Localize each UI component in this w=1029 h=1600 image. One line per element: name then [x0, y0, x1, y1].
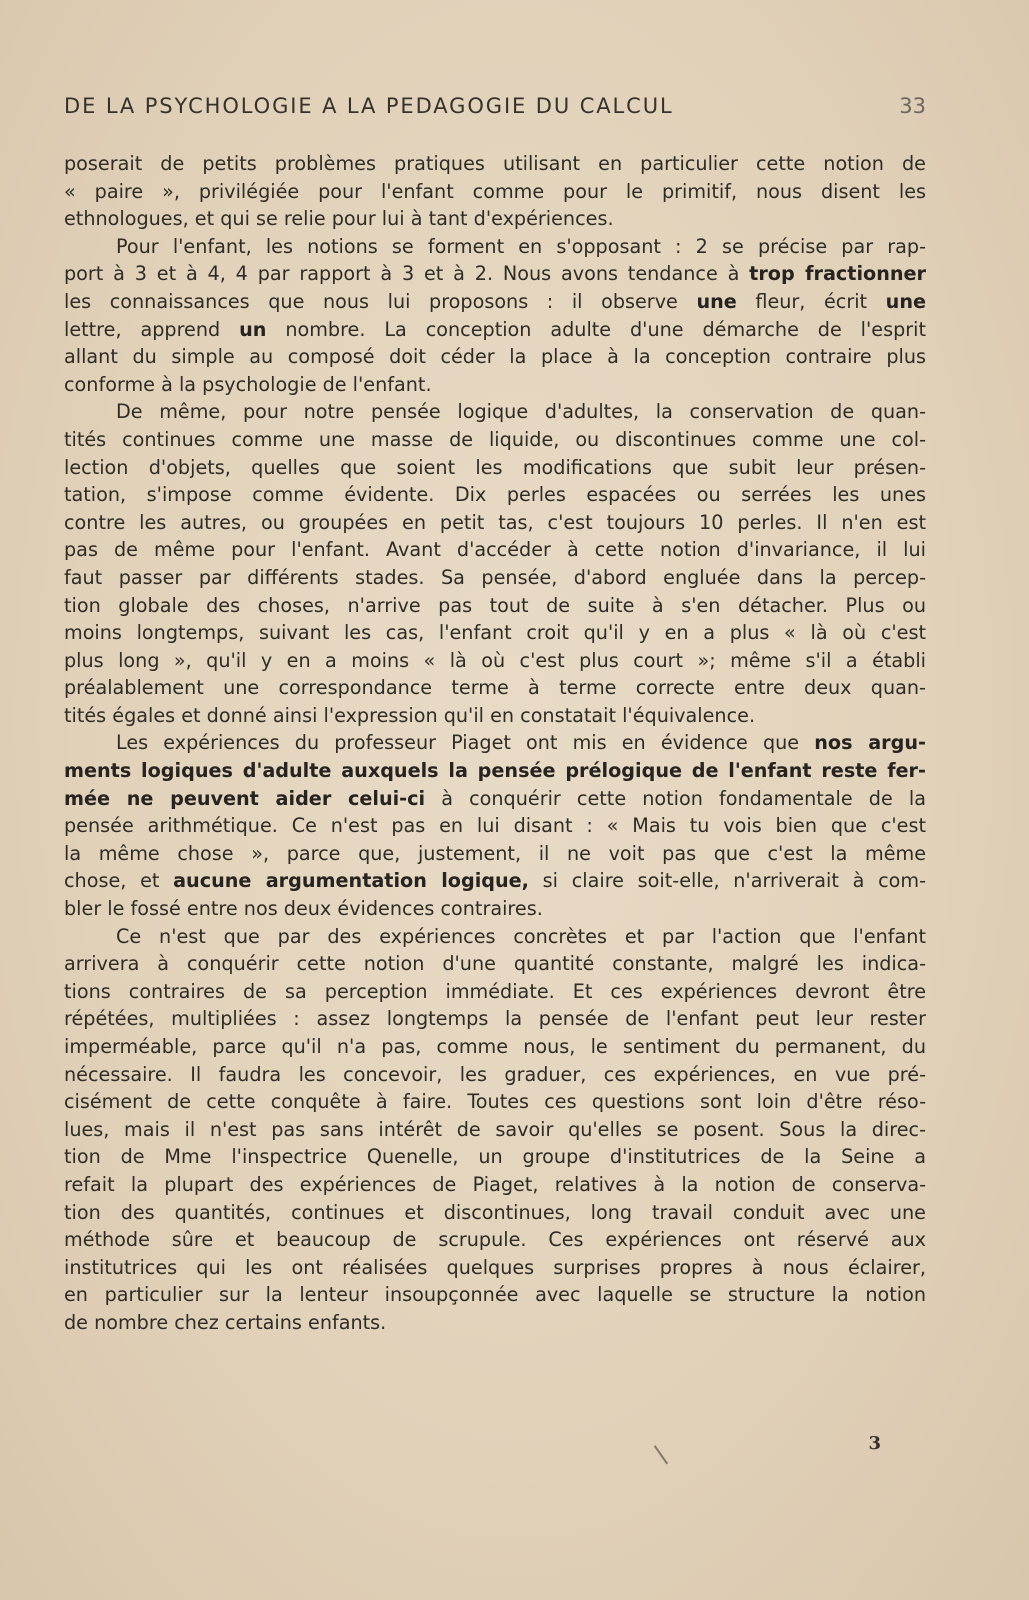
bold-text: une	[885, 289, 927, 313]
text-run: nombre. La conception adulte d'une démarche de l'esprit	[266, 317, 927, 341]
text-line	[64, 1033, 926, 1061]
text-line	[64, 371, 926, 399]
text-run: bler le fossé entre nos deux évidences contraires.	[64, 897, 543, 921]
bold-text: ments logiques d'adulte auxquels la pensée prélogique de l'enfant reste fer-	[64, 759, 926, 783]
text-run: refait la plupart des expériences de Piaget, relatives à la notion de conserva-	[64, 1172, 926, 1196]
text-line	[64, 454, 926, 482]
text-run: à conquérir cette notion fondamentale de la	[425, 786, 926, 810]
text-line	[64, 1309, 926, 1337]
text-run: lection d'objets, quelles que soient les modifications que subit leur présen-	[64, 455, 926, 479]
bold-text: trop fractionner	[749, 262, 926, 286]
text-line	[64, 1171, 926, 1199]
text-run: ethnologues, et qui se relie pour lui à tant d'expériences.	[64, 207, 614, 231]
text-run: les connaissances que nous lui proposons : il observe	[64, 289, 697, 313]
text-run: « paire », privilégiée pour l'enfant comme pour le primitif, nous disent les	[64, 179, 926, 203]
text-line	[64, 729, 926, 757]
text-line	[64, 950, 926, 978]
text-line	[64, 150, 926, 178]
bold-text: aucune argumentation logique,	[173, 869, 529, 893]
text-run: préalablement une correspondance terme à terme correcte entre deux quan-	[64, 676, 926, 700]
text-run: conforme à la psychologie de l'enfant.	[64, 372, 432, 396]
text-run: pensée arithmétique. Ce n'est pas en lui disant : « Mais tu vois bien que c'est	[64, 814, 926, 838]
text-run: contre les autres, ou groupées en petit tas, c'est toujours 10 perles. Il n'en est	[64, 510, 926, 534]
text-line	[64, 536, 926, 564]
text-line	[64, 316, 926, 344]
text-run: faut passer par différents stades. Sa pensée, d'abord engluée dans la percep-	[64, 565, 926, 589]
bold-text: un	[239, 317, 267, 341]
text-line	[64, 398, 926, 426]
text-line	[64, 840, 926, 868]
text-line	[64, 343, 926, 371]
text-run: tion de Mme l'inspectrice Quenelle, un groupe d'institutrices de la Seine a	[64, 1145, 926, 1169]
text-run: port à 3 et à 4, 4 par rapport à 3 et à 2. Nous avons tendance à	[64, 262, 750, 286]
text-line	[64, 619, 926, 647]
text-line	[64, 867, 926, 895]
text-line	[64, 812, 926, 840]
text-run: méthode sûre et beaucoup de scrupule. Ces expériences ont réservé aux	[64, 1228, 926, 1252]
text-run: si claire soit-elle, n'arriverait à com-	[528, 869, 926, 893]
body-text	[64, 150, 926, 1337]
text-run: plus long », qu'il y en a moins « là où c'est plus court »; même s'il a établi	[64, 648, 926, 672]
text-run: moins longtemps, suivant les cas, l'enfant croit qu'il y en a plus « là où c'est	[64, 621, 926, 645]
page-number: 33	[899, 94, 926, 118]
running-head	[64, 94, 926, 124]
text-run: pas de même pour l'enfant. Avant d'accéder à cette notion d'invariance, il lui	[64, 538, 926, 562]
text-line	[64, 260, 926, 288]
text-line	[64, 1088, 926, 1116]
text-line	[64, 233, 926, 261]
text-run: tion globale des choses, n'arrive pas tout de suite à s'en détacher. Plus ou	[64, 593, 926, 617]
text-line	[64, 426, 926, 454]
text-line	[64, 1254, 926, 1282]
text-line	[64, 288, 926, 316]
text-run: arrivera à conquérir cette notion d'une quantité constante, malgré les indica-	[64, 952, 926, 976]
text-run: tation, s'impose comme évidente. Dix perles espacées ou serrées les unes	[64, 483, 926, 507]
text-run: la même chose », parce que, justement, il ne voit pas que c'est la même	[64, 841, 926, 865]
text-line	[64, 895, 926, 923]
text-line	[64, 1226, 926, 1254]
text-run: répétées, multipliées : assez longtemps la pensée de l'enfant peut leur rester	[64, 1007, 926, 1031]
text-run: fleur, écrit	[736, 289, 886, 313]
bold-text: une	[696, 289, 737, 313]
text-line	[64, 178, 926, 206]
text-run: De même, pour notre pensée logique d'adultes, la conservation de quan-	[116, 400, 926, 424]
text-run: de nombre chez certains enfants.	[64, 1310, 387, 1334]
text-line	[64, 1199, 926, 1227]
bold-text: mée ne peuvent aider celui-ci	[64, 786, 426, 810]
text-line	[64, 1061, 926, 1089]
text-run: nécessaire. Il faudra les concevoir, les graduer, ces expériences, en vue pré-	[64, 1062, 926, 1086]
text-run: allant du simple au composé doit céder la place à la conception contraire plus	[64, 345, 926, 369]
text-line	[64, 757, 926, 785]
text-line	[64, 647, 926, 675]
running-title: DE LA PSYCHOLOGIE A LA PEDAGOGIE DU CALCUL	[64, 94, 674, 118]
text-run: Pour l'enfant, les notions se forment en s'opposant : 2 se précise par rap-	[116, 234, 926, 258]
text-line	[64, 481, 926, 509]
text-line	[64, 923, 926, 951]
text-run: tités égales et donné ainsi l'expression qu'il en constatait l'équivalence.	[64, 703, 756, 727]
bold-text: nos argu-	[814, 731, 926, 755]
text-line	[64, 205, 926, 233]
text-run: Les expériences du professeur Piaget ont mis en évidence que	[116, 731, 815, 755]
text-run: lues, mais il n'est pas sans intérêt de savoir qu'elles se posent. Sous la direc-	[64, 1117, 926, 1141]
text-line	[64, 592, 926, 620]
text-line	[64, 564, 926, 592]
text-run: poserait de petits problèmes pratiques utilisant en particulier cette notion de	[64, 152, 926, 175]
text-line	[64, 509, 926, 537]
text-run: chose, et	[64, 869, 174, 893]
text-line	[64, 978, 926, 1006]
text-run: imperméable, parce qu'il n'a pas, comme nous, le sentiment du permanent, du	[64, 1035, 926, 1058]
text-line	[64, 1116, 926, 1144]
text-run: cisément de cette conquête à faire. Toutes ces questions sont loin d'être réso-	[64, 1090, 926, 1114]
text-line	[64, 785, 926, 813]
pencil-mark	[654, 1446, 668, 1465]
text-run: tions contraires de sa perception immédiate. Et ces expériences devront être	[64, 979, 926, 1003]
text-line	[64, 674, 926, 702]
text-run: tion des quantités, continues et discontinues, long travail conduit avec une	[64, 1200, 926, 1224]
text-run: lettre, apprend	[64, 317, 240, 341]
text-run: Ce n'est que par des expériences concrètes et par l'action que l'enfant	[116, 924, 926, 948]
text-line	[64, 1143, 926, 1171]
text-run: en particulier sur la lenteur insoupçonnée avec laquelle se structure la notion	[64, 1283, 926, 1307]
text-line	[64, 702, 926, 730]
signature-mark: 3	[868, 1433, 881, 1454]
text-line	[64, 1281, 926, 1309]
text-run: tités continues comme une masse de liquide, ou discontinues comme une col-	[64, 427, 926, 451]
text-line	[64, 1005, 926, 1033]
text-run: institutrices qui les ont réalisées quelques surprises propres à nous éclairer,	[64, 1255, 926, 1279]
